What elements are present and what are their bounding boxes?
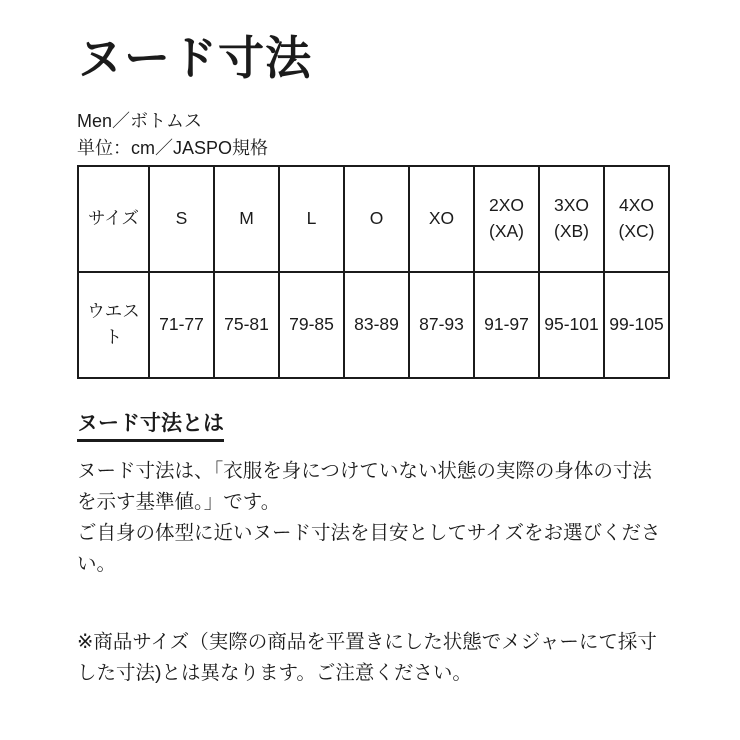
page-title: ヌード寸法 (77, 32, 312, 84)
size-col-s: S (149, 166, 214, 272)
unit-standard-line: 単位：cm／JASPO規格 (77, 137, 269, 158)
size-col-2xo: 2XO (XA) (474, 166, 539, 272)
waist-value-xo: 87-93 (409, 272, 474, 378)
about-body (77, 456, 662, 580)
about-heading-text: ヌード寸法とは (77, 411, 224, 442)
waist-value-4xo: 99-105 (604, 272, 669, 378)
waist-row (78, 272, 669, 378)
size-col-m: M (214, 166, 279, 272)
waist-row-label: ウエスト (78, 272, 149, 378)
waist-value-2xo: 91-97 (474, 272, 539, 378)
about-body-line1: ヌード寸法は、「衣服を身につけていない状態の実際の身体の寸法を示す基準値。」です。 (77, 459, 652, 513)
waist-value-l: 79-85 (279, 272, 344, 378)
about-body-line2: ご自身の体型に近いヌード寸法を目安としてサイズをお選びください。 (77, 521, 661, 575)
waist-value-o: 83-89 (344, 272, 409, 378)
caution-note: ※商品サイズ（実際の商品を平置きにした状態でメジャーにて採寸した寸法)とは異なります。ご注意ください。 (77, 630, 657, 684)
waist-value-3xo: 95-101 (539, 272, 604, 378)
size-col-xo: XO (409, 166, 474, 272)
about-section-heading (77, 411, 665, 442)
size-table-header-row (78, 166, 669, 272)
category-line: Men／ボトムス (77, 110, 203, 131)
size-col-l: L (279, 166, 344, 272)
size-header-cell: サイズ (78, 166, 149, 272)
waist-value-s: 71-77 (149, 272, 214, 378)
size-table (77, 165, 670, 379)
size-col-4xo: 4XO (XC) (604, 166, 669, 272)
waist-value-m: 75-81 (214, 272, 279, 378)
meta-block (77, 108, 665, 162)
size-col-3xo: 3XO (XB) (539, 166, 604, 272)
size-col-o: O (344, 166, 409, 272)
